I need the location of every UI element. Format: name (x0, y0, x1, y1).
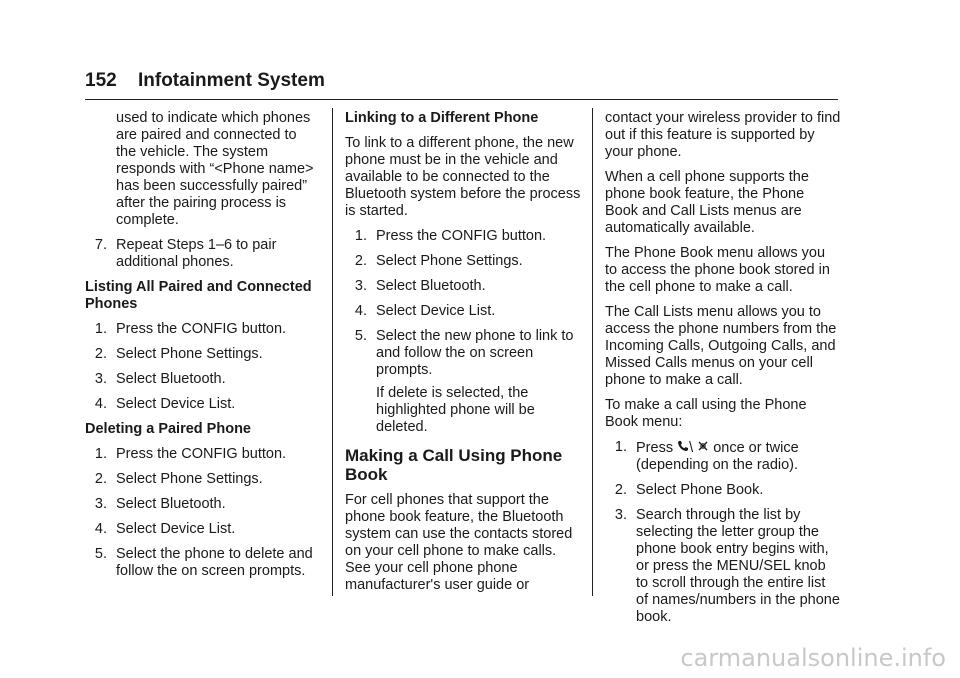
step-text: Select Phone Settings. (116, 346, 263, 362)
step-pre: Press (636, 440, 674, 456)
linking-steps (345, 228, 585, 436)
list-item (85, 546, 320, 580)
step-text: once or twice (depending on the radio). (636, 440, 799, 473)
step-number: 2. (94, 471, 107, 487)
list-item (85, 396, 320, 413)
page-header (85, 70, 325, 92)
step-text: Select Bluetooth. (116, 371, 226, 387)
list-item (85, 446, 320, 463)
mute-icon (697, 439, 709, 456)
step-number: 2. (614, 482, 627, 498)
step-number: 7. (94, 237, 107, 253)
watermark: carmanualsonline.info (680, 644, 946, 672)
step-number: 4. (94, 521, 107, 537)
step-number: 2. (94, 346, 107, 362)
step-text: Select Phone Settings. (116, 471, 263, 487)
step-number: 4. (94, 396, 107, 412)
list-item (85, 496, 320, 513)
list-item (345, 228, 585, 245)
column-3 (605, 110, 841, 634)
paragraph-2: When a cell phone supports the phone book feature, the Phone Book and Call Lists menus are automatically available. (605, 169, 809, 236)
list-item (85, 521, 320, 538)
list-item (345, 328, 585, 436)
list-item (85, 371, 320, 388)
step-text: Select Device List. (116, 396, 236, 412)
paragraph-5: To make a call using the Phone Book menu: (605, 397, 807, 430)
step-number: 2. (354, 253, 367, 269)
step-number: 3. (614, 507, 627, 523)
step-list (85, 237, 320, 271)
phone-book-steps (605, 439, 841, 626)
paragraph-1: contact your wireless provider to find out if this feature is supported by your phone. (605, 110, 841, 160)
list-item (345, 253, 585, 270)
list-item (85, 471, 320, 488)
step-number: 1. (94, 446, 107, 462)
step-number: 3. (94, 371, 107, 387)
step-text: Select Device List. (376, 303, 496, 319)
icon-separator: \ (689, 440, 694, 456)
step-number: 3. (94, 496, 107, 512)
step-text: Select the phone to delete and follow the on screen prompts. (116, 546, 313, 579)
step-number: 3. (354, 278, 367, 294)
step-text: Select Device List. (116, 521, 236, 537)
listing-steps (85, 321, 320, 413)
column-divider (592, 108, 593, 596)
subheading-linking: Linking to a Different Phone (345, 110, 539, 126)
list-item (345, 278, 585, 295)
page-title: Infotainment System (137, 70, 325, 91)
list-item (605, 507, 841, 626)
step-text: Repeat Steps 1–6 to pair additional phones. (116, 237, 277, 270)
step-text: Select Phone Settings. (376, 253, 523, 269)
step-text: Press the CONFIG button. (116, 321, 287, 337)
subheading-listing: Listing All Paired and Connected Phones (85, 279, 312, 312)
deleting-steps (85, 446, 320, 580)
phone-icon (677, 439, 689, 456)
step-number: 5. (354, 328, 367, 344)
section-heading-making-call: Making a Call Using Phone Book (345, 446, 563, 484)
making-call-paragraph: For cell phones that support the phone book feature, the Bluetooth system can use the contacts stored on your cell phone to make calls. See your cell phone phone manufacturer's user guide or (345, 492, 573, 593)
step-text: Press the CONFIG button. (376, 228, 547, 244)
step-number: 1. (614, 439, 627, 455)
list-item (85, 321, 320, 338)
subheading-deleting: Deleting a Paired Phone (85, 421, 251, 437)
step-text: Search through the list by selecting the letter group the phone book entry begins with, or press the MENU/SEL knob to scroll through the entire list of names/numbers in the phone book. (636, 507, 840, 625)
step-number: 5. (94, 546, 107, 562)
paragraph-3: The Phone Book menu allows you to access the phone book stored in the cell phone to make a call. (605, 245, 830, 295)
list-item (605, 482, 841, 499)
step-text: Select the new phone to link to and follow the on screen prompts. (376, 328, 574, 378)
column-divider (332, 108, 333, 596)
step-number: 1. (94, 321, 107, 337)
delete-note: If delete is selected, the highlighted phone will be deleted. (376, 385, 535, 435)
list-item (85, 237, 320, 271)
list-item (85, 346, 320, 363)
step-text: Press the CONFIG button. (116, 446, 287, 462)
continued-paragraph: used to indicate which phones are paired and connected to the vehicle. The system responds with “<Phone name> has been successfully paired” after the pairing process is complete. (116, 110, 314, 228)
column-2 (345, 110, 585, 602)
step-number: 1. (354, 228, 367, 244)
step-text: Select Phone Book. (636, 482, 764, 498)
column-1 (85, 110, 320, 588)
paragraph-4: The Call Lists menu allows you to access the phone numbers from the Incoming Calls, Outgoing Calls, and Missed Calls menus on your cell phone to make a call. (605, 304, 837, 388)
list-item (345, 303, 585, 320)
step-text: Select Bluetooth. (376, 278, 486, 294)
linking-intro: To link to a different phone, the new phone must be in the vehicle and available to be connected to the Bluetooth system before the process is started. (345, 135, 581, 219)
page-number: 152 (85, 70, 117, 91)
step-text: Select Bluetooth. (116, 496, 226, 512)
step-number: 4. (354, 303, 367, 319)
list-item (605, 439, 841, 474)
header-rule (85, 99, 838, 100)
